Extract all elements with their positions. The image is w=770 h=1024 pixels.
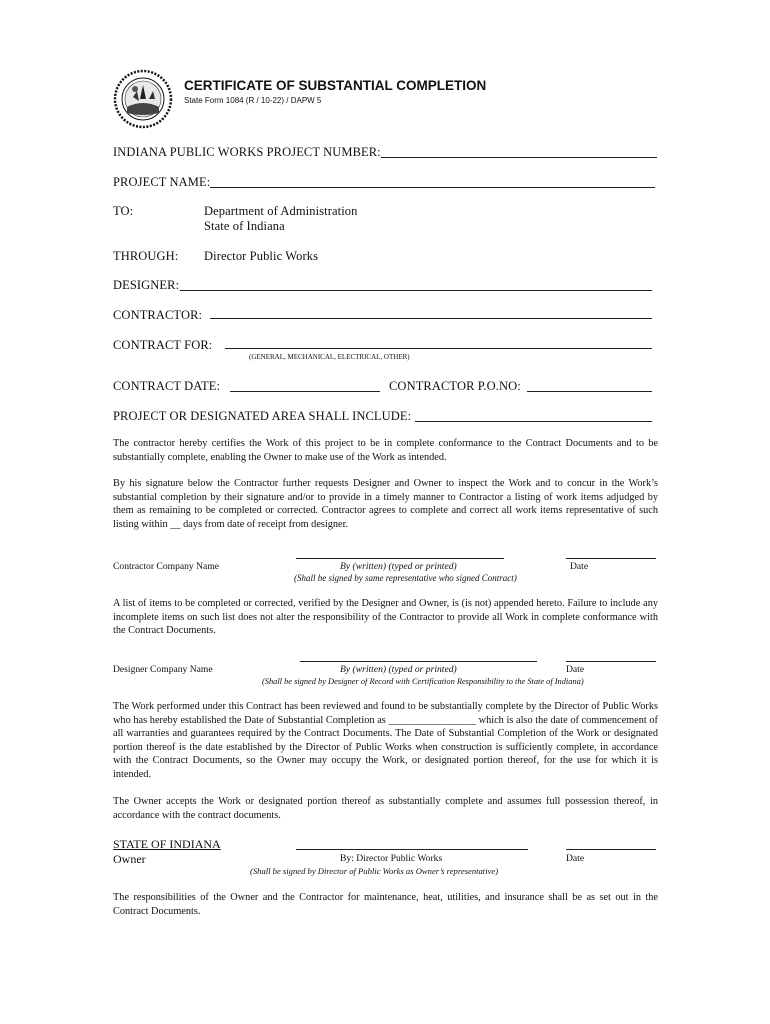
owner-date-line[interactable] (566, 849, 656, 850)
contractor-date-label: Date (570, 561, 589, 572)
owner-label: Owner (113, 852, 146, 866)
to-label: TO: (113, 204, 134, 218)
designer-by-label: By (written) (typed or printed) (340, 664, 457, 675)
designer-date-line[interactable] (566, 661, 656, 662)
form-title: CERTIFICATE OF SUBSTANTIAL COMPLETION (184, 78, 487, 93)
form-id: State Form 1084 (R / 10-22) / DAPW 5 (184, 96, 322, 105)
contractor-field[interactable] (210, 318, 652, 319)
owner-state-label: STATE OF INDIANA (113, 837, 221, 851)
paragraph-inspection-request: By his signature below the Contractor further requests Designer and Owner to inspect the Work and to concur in the Work’s substantial completion by their signature and/or to provide in a timely manner to Contractor a listing of work items adjudged by them as remaining to be completed or corrected. Contractor agrees to complete and correct all work items representative of such listing within __ days from date of receipt from designer. (113, 478, 658, 530)
owner-date-label: Date (566, 853, 585, 864)
contractor-signature-line[interactable] (296, 558, 504, 559)
contractor-label: CONTRACTOR: (113, 308, 203, 322)
contractor-po-label: CONTRACTOR P.O.NO: (389, 379, 521, 393)
designer-date-label: Date (566, 664, 585, 675)
designer-company-label: Designer Company Name (113, 664, 213, 675)
project-number-field[interactable] (381, 157, 657, 158)
owner-signature-line[interactable] (296, 849, 528, 850)
to-line-2: State of Indiana (204, 219, 285, 233)
designer-sign-note: (Shall be signed by Designer of Record with Certification Responsibility to the State of Indiana) (262, 677, 584, 686)
owner-by-label: By: Director Public Works (340, 853, 443, 864)
designated-area-field[interactable] (415, 421, 652, 422)
paragraph-items-list: A list of items to be completed or corrected, verified by the Designer and Owner, is (is not) appended hereto. Failure to include any incomplete items on such list does not alter the responsibility of the Contractor to provide all Work in complete conformance with the Contract Documents. (113, 598, 658, 636)
paragraph-substantial-completion: The Work performed under this Contract has been reviewed and found to be substantially complete by the Director of Public Works who has hereby established the Date of Substantial Completion as _________________ which is also the date of commencement of all warranties and guarantees required by the Contract Documents. The Date of Substantial Completion of the Work or designated portion thereof is the date established by the Director of Public Works when construction is sufficiently complete, in accordance with the Contract Documents, so the Owner may occupy the Work, or designated portion thereof, for the use for which it is intended. (113, 701, 658, 780)
contractor-date-line[interactable] (566, 558, 656, 559)
designer-field[interactable] (180, 290, 652, 291)
to-line-1: Department of Administration (204, 204, 358, 218)
contract-date-label: CONTRACT DATE: (113, 379, 221, 393)
designer-label: DESIGNER: (113, 278, 180, 292)
contract-for-hint: (GENERAL, MECHANICAL, ELECTRICAL, OTHER) (249, 353, 410, 361)
designer-signature-line[interactable] (300, 661, 537, 662)
paragraph-responsibilities: The responsibilities of the Owner and the Contractor for maintenance, heat, utilities, and insurance shall be as set out in the Contract Documents. (113, 892, 658, 917)
contract-for-field[interactable] (225, 348, 652, 349)
paragraph-certification: The contractor hereby certifies the Work of this project to be in complete conformance to the Contract Documents and to be substantially complete, enabling the Owner to make use of the Work as intended. (113, 438, 658, 463)
through-value: Director Public Works (204, 249, 319, 263)
owner-sign-note: (Shall be signed by Director of Public Works as Owner’s representative) (250, 866, 499, 876)
contract-for-label: CONTRACT FOR: (113, 338, 213, 352)
project-name-field[interactable] (210, 187, 655, 188)
contractor-sign-note: (Shall be signed by same representative who signed Contract) (294, 573, 517, 583)
contract-date-field[interactable] (230, 391, 380, 392)
through-label: THROUGH: (113, 249, 179, 263)
contractor-by-label: By (written) (typed or printed) (340, 561, 457, 572)
paragraph-owner-acceptance: The Owner accepts the Work or designated portion thereof as substantially complete and assumes full possession thereof, in accordance with the contract documents. (113, 796, 658, 821)
designated-area-label: PROJECT OR DESIGNATED AREA SHALL INCLUDE: (113, 409, 412, 423)
project-number-label: INDIANA PUBLIC WORKS PROJECT NUMBER: (113, 145, 381, 159)
project-name-label: PROJECT NAME: (113, 175, 211, 189)
contractor-company-label: Contractor Company Name (113, 561, 220, 572)
contractor-po-field[interactable] (527, 391, 652, 392)
state-seal-icon (113, 69, 173, 129)
